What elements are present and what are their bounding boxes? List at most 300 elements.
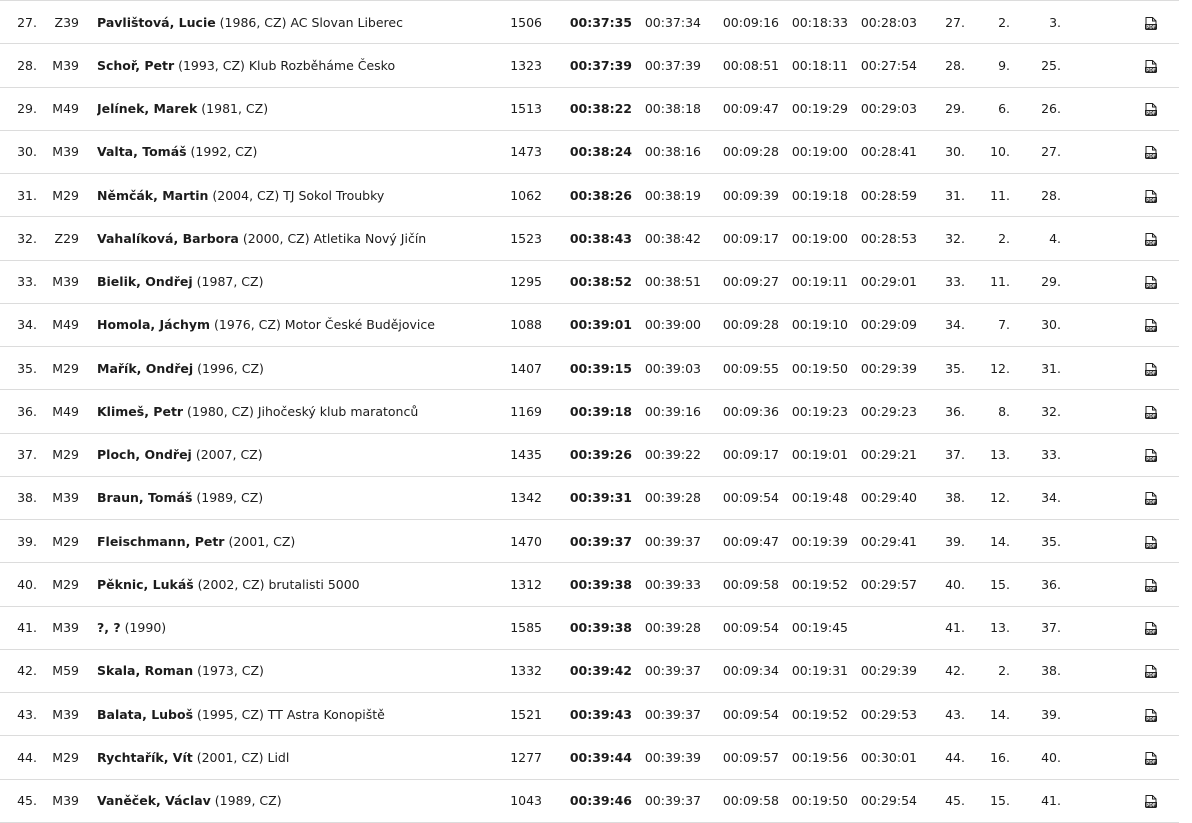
overall-position: 42. bbox=[17, 663, 37, 679]
rank-gender: 33. bbox=[1041, 447, 1061, 463]
pdf-icon-graphic bbox=[1145, 60, 1157, 73]
runner-name: Němčák, Martin bbox=[97, 187, 209, 203]
pdf-icon[interactable] bbox=[1145, 536, 1157, 549]
split-1: 00:09:58 bbox=[722, 793, 779, 809]
net-time: 00:37:39 bbox=[644, 57, 701, 73]
category: M59 bbox=[52, 663, 79, 679]
net-time: 00:39:16 bbox=[644, 403, 701, 419]
svg-text:PDF: PDF bbox=[1146, 760, 1156, 765]
rank-category: 6. bbox=[998, 101, 1010, 117]
rank-overall: 35. bbox=[945, 360, 965, 376]
result-row bbox=[0, 563, 1179, 606]
rank-overall: 28. bbox=[945, 57, 965, 73]
rank-overall: 32. bbox=[945, 230, 965, 246]
rank-category: 2. bbox=[998, 663, 1010, 679]
pdf-icon[interactable] bbox=[1145, 276, 1157, 289]
split-1: 00:09:16 bbox=[722, 14, 779, 30]
overall-position: 36. bbox=[17, 403, 37, 419]
net-time: 00:39:22 bbox=[644, 447, 701, 463]
net-time: 00:38:42 bbox=[644, 230, 701, 246]
split-1: 00:08:51 bbox=[722, 57, 779, 73]
runner-cell bbox=[97, 563, 485, 606]
net-time: 00:39:33 bbox=[644, 576, 701, 592]
bib-number: 1521 bbox=[510, 706, 542, 722]
runner-info: (1986, CZ) AC Slovan Liberec bbox=[215, 14, 403, 30]
rank-gender: 26. bbox=[1041, 101, 1061, 117]
result-row bbox=[0, 390, 1179, 433]
rank-category: 13. bbox=[990, 620, 1010, 636]
rank-category: 13. bbox=[990, 447, 1010, 463]
runner-info: (1995, CZ) TT Astra Konopiště bbox=[193, 706, 385, 722]
result-row bbox=[0, 130, 1179, 173]
overall-position: 27. bbox=[17, 14, 37, 30]
split-2: 00:19:48 bbox=[791, 490, 848, 506]
rank-category: 2. bbox=[998, 230, 1010, 246]
result-row bbox=[0, 260, 1179, 303]
runner-name: ?, ? bbox=[97, 620, 121, 636]
finish-time: 00:39:01 bbox=[569, 317, 632, 333]
runner-cell bbox=[97, 1, 485, 44]
result-row bbox=[0, 303, 1179, 346]
overall-position: 38. bbox=[17, 490, 37, 506]
pdf-cell bbox=[1061, 779, 1179, 822]
pdf-icon-graphic bbox=[1145, 449, 1157, 462]
runner-info: (1980, CZ) Jihočeský klub maratonců bbox=[183, 403, 419, 419]
category: M49 bbox=[52, 317, 79, 333]
rank-overall: 29. bbox=[945, 101, 965, 117]
result-row bbox=[0, 693, 1179, 736]
pdf-icon[interactable] bbox=[1145, 622, 1157, 635]
rank-category: 14. bbox=[990, 533, 1010, 549]
svg-text:PDF: PDF bbox=[1146, 543, 1156, 549]
net-time: 00:37:34 bbox=[644, 14, 701, 30]
runner-info: (1987, CZ) bbox=[192, 274, 264, 290]
overall-position: 35. bbox=[17, 360, 37, 376]
finish-time: 00:37:35 bbox=[569, 14, 632, 30]
runner-cell bbox=[97, 606, 485, 649]
svg-text:PDF: PDF bbox=[1146, 111, 1156, 117]
pdf-icon[interactable] bbox=[1145, 752, 1157, 765]
runner-info: (1981, CZ) bbox=[197, 101, 269, 117]
result-row bbox=[0, 44, 1179, 87]
category: Z39 bbox=[54, 14, 79, 30]
rank-category: 16. bbox=[990, 749, 1010, 765]
pdf-cell bbox=[1061, 736, 1179, 779]
category: M29 bbox=[52, 447, 79, 463]
rank-overall: 38. bbox=[945, 490, 965, 506]
pdf-icon-graphic bbox=[1145, 190, 1157, 203]
rank-overall: 43. bbox=[945, 706, 965, 722]
net-time: 00:38:51 bbox=[644, 274, 701, 290]
pdf-icon-graphic bbox=[1145, 795, 1157, 808]
finish-time: 00:39:37 bbox=[569, 533, 632, 549]
svg-text:PDF: PDF bbox=[1146, 457, 1156, 463]
pdf-icon[interactable] bbox=[1145, 492, 1157, 505]
overall-position: 41. bbox=[17, 620, 37, 636]
finish-time: 00:39:38 bbox=[569, 620, 632, 636]
result-row bbox=[0, 606, 1179, 649]
runner-name: Jelínek, Marek bbox=[97, 101, 198, 117]
pdf-icon[interactable] bbox=[1145, 449, 1157, 462]
rank-overall: 44. bbox=[945, 749, 965, 765]
finish-time: 00:39:18 bbox=[569, 403, 632, 419]
runner-name: Vahalíková, Barbora bbox=[97, 230, 239, 246]
split-2: 00:19:29 bbox=[791, 101, 848, 117]
bib-number: 1513 bbox=[510, 101, 542, 117]
result-row bbox=[0, 347, 1179, 390]
rank-category: 11. bbox=[990, 274, 1010, 290]
split-1: 00:09:57 bbox=[722, 749, 779, 765]
runner-name: Pavlištová, Lucie bbox=[97, 14, 216, 30]
runner-info: (2002, CZ) brutalisti 5000 bbox=[193, 576, 360, 592]
split-1: 00:09:54 bbox=[722, 490, 779, 506]
split-2: 00:19:45 bbox=[791, 620, 848, 636]
split-2: 00:19:50 bbox=[791, 793, 848, 809]
category: M39 bbox=[52, 620, 79, 636]
split-1: 00:09:28 bbox=[722, 317, 779, 333]
svg-text:PDF: PDF bbox=[1146, 24, 1156, 30]
category: M39 bbox=[52, 274, 79, 290]
bib-number: 1435 bbox=[510, 447, 542, 463]
rank-category: 15. bbox=[990, 576, 1010, 592]
pdf-icon[interactable] bbox=[1145, 17, 1157, 30]
finish-time: 00:39:44 bbox=[569, 749, 632, 765]
svg-text:PDF: PDF bbox=[1146, 241, 1156, 246]
runner-cell bbox=[97, 347, 485, 390]
split-1: 00:09:27 bbox=[722, 274, 779, 290]
runner-cell bbox=[97, 649, 485, 692]
svg-text:PDF: PDF bbox=[1146, 284, 1156, 290]
pdf-icon[interactable] bbox=[1145, 319, 1157, 332]
bib-number: 1407 bbox=[510, 360, 542, 376]
svg-text:PDF: PDF bbox=[1146, 716, 1156, 722]
split-1: 00:09:47 bbox=[722, 533, 779, 549]
svg-text:PDF: PDF bbox=[1146, 154, 1156, 160]
rank-gender: 3. bbox=[1049, 14, 1061, 30]
split-3: 00:29:41 bbox=[860, 533, 917, 549]
pdf-cell bbox=[1061, 303, 1179, 346]
category: M29 bbox=[52, 576, 79, 592]
net-time: 00:39:37 bbox=[644, 663, 701, 679]
runner-cell bbox=[97, 779, 485, 822]
runner-cell bbox=[97, 476, 485, 519]
pdf-icon-graphic bbox=[1145, 406, 1157, 419]
rank-gender: 39. bbox=[1041, 706, 1061, 722]
runner-info: (1989, CZ) bbox=[192, 490, 264, 506]
pdf-icon[interactable] bbox=[1145, 579, 1157, 592]
pdf-icon[interactable] bbox=[1145, 60, 1157, 73]
net-time: 00:38:19 bbox=[644, 187, 701, 203]
pdf-icon[interactable] bbox=[1145, 665, 1157, 678]
finish-time: 00:38:24 bbox=[569, 144, 632, 160]
bib-number: 1342 bbox=[510, 490, 542, 506]
runner-info: (1973, CZ) bbox=[193, 663, 264, 679]
rank-overall: 39. bbox=[945, 533, 965, 549]
split-3: 00:29:21 bbox=[860, 447, 917, 463]
category: M49 bbox=[52, 403, 79, 419]
rank-overall: 36. bbox=[945, 403, 965, 419]
rank-category: 15. bbox=[990, 793, 1010, 809]
runner-cell bbox=[97, 736, 485, 779]
category: M49 bbox=[52, 101, 79, 117]
svg-text:PDF: PDF bbox=[1146, 630, 1156, 636]
split-3: 00:27:54 bbox=[860, 57, 917, 73]
pdf-icon-graphic bbox=[1145, 17, 1157, 30]
overall-position: 43. bbox=[17, 706, 37, 722]
split-3: 00:28:59 bbox=[860, 187, 917, 203]
result-row bbox=[0, 433, 1179, 476]
svg-text:PDF: PDF bbox=[1146, 500, 1156, 506]
bib-number: 1295 bbox=[510, 274, 542, 290]
pdf-icon-graphic bbox=[1145, 103, 1157, 116]
split-3: 00:29:09 bbox=[860, 317, 917, 333]
rank-gender: 32. bbox=[1041, 403, 1061, 419]
split-1: 00:09:36 bbox=[722, 403, 779, 419]
rank-overall: 27. bbox=[945, 14, 965, 30]
pdf-icon[interactable] bbox=[1145, 190, 1157, 203]
pdf-icon-graphic bbox=[1145, 579, 1157, 592]
runner-info: (2001, CZ) Lidl bbox=[192, 749, 290, 765]
runner-info: (2004, CZ) TJ Sokol Troubky bbox=[208, 187, 385, 203]
bib-number: 1332 bbox=[510, 663, 542, 679]
result-row bbox=[0, 736, 1179, 779]
runner-cell bbox=[97, 260, 485, 303]
split-3: 00:29:01 bbox=[860, 274, 917, 290]
runner-info: (1993, CZ) Klub Rozběháme Česko bbox=[174, 57, 396, 73]
svg-text:PDF: PDF bbox=[1146, 414, 1156, 419]
finish-time: 00:39:15 bbox=[569, 360, 632, 376]
runner-info: (1996, CZ) bbox=[193, 360, 264, 376]
runner-name: Fleischmann, Petr bbox=[97, 533, 225, 549]
pdf-icon[interactable] bbox=[1145, 795, 1157, 808]
split-1: 00:09:39 bbox=[722, 187, 779, 203]
bib-number: 1523 bbox=[510, 230, 542, 246]
rank-overall: 40. bbox=[945, 576, 965, 592]
bib-number: 1277 bbox=[510, 749, 542, 765]
rank-gender: 4. bbox=[1049, 230, 1061, 246]
split-2: 00:18:11 bbox=[791, 57, 848, 73]
bib-number: 1585 bbox=[510, 620, 542, 636]
split-2: 00:19:18 bbox=[791, 187, 848, 203]
bib-number: 1062 bbox=[510, 187, 542, 203]
bib-number: 1506 bbox=[510, 14, 542, 30]
pdf-icon[interactable] bbox=[1145, 233, 1157, 246]
rank-category: 12. bbox=[990, 490, 1010, 506]
runner-info: (2007, CZ) bbox=[191, 447, 263, 463]
rank-category: 11. bbox=[990, 187, 1010, 203]
pdf-cell bbox=[1061, 520, 1179, 563]
pdf-cell bbox=[1061, 563, 1179, 606]
runner-name: Skala, Roman bbox=[97, 663, 194, 679]
overall-position: 28. bbox=[17, 57, 37, 73]
split-3: 00:29:03 bbox=[860, 101, 917, 117]
runner-name: Bielik, Ondřej bbox=[97, 274, 193, 290]
rank-category: 14. bbox=[990, 706, 1010, 722]
overall-position: 33. bbox=[17, 274, 37, 290]
split-3: 00:29:39 bbox=[860, 663, 917, 679]
runner-name: Pěknic, Lukáš bbox=[97, 576, 194, 592]
runner-name: Schoř, Petr bbox=[97, 57, 175, 73]
rank-gender: 41. bbox=[1041, 793, 1061, 809]
pdf-cell bbox=[1061, 649, 1179, 692]
overall-position: 40. bbox=[17, 576, 37, 592]
split-2: 00:19:56 bbox=[791, 749, 848, 765]
pdf-icon[interactable] bbox=[1145, 709, 1157, 722]
split-3: 00:28:41 bbox=[860, 144, 917, 160]
result-row bbox=[0, 87, 1179, 130]
rank-category: 9. bbox=[998, 57, 1010, 73]
net-time: 00:39:28 bbox=[644, 620, 701, 636]
pdf-icon[interactable] bbox=[1145, 406, 1157, 419]
runner-cell bbox=[97, 87, 485, 130]
split-2: 00:19:52 bbox=[791, 706, 848, 722]
net-time: 00:38:18 bbox=[644, 101, 701, 117]
runner-info: (1989, CZ) bbox=[210, 793, 282, 809]
split-3: 00:29:54 bbox=[860, 793, 917, 809]
overall-position: 30. bbox=[17, 144, 37, 160]
finish-time: 00:38:22 bbox=[569, 101, 632, 117]
bib-number: 1473 bbox=[510, 144, 542, 160]
rank-gender: 37. bbox=[1041, 620, 1061, 636]
pdf-icon-graphic bbox=[1145, 536, 1157, 549]
net-time: 00:39:03 bbox=[644, 360, 701, 376]
pdf-icon-graphic bbox=[1145, 146, 1157, 159]
svg-text:PDF: PDF bbox=[1146, 327, 1156, 333]
finish-time: 00:39:42 bbox=[569, 663, 632, 679]
runner-name: Homola, Jáchym bbox=[97, 317, 211, 333]
runner-info: (1976, CZ) Motor České Budějovice bbox=[210, 317, 435, 333]
split-3: 00:29:39 bbox=[860, 360, 917, 376]
result-row bbox=[0, 174, 1179, 217]
pdf-cell bbox=[1061, 433, 1179, 476]
rank-gender: 36. bbox=[1041, 576, 1061, 592]
overall-position: 45. bbox=[17, 793, 37, 809]
runner-name: Klimeš, Petr bbox=[97, 403, 184, 419]
rank-category: 12. bbox=[990, 360, 1010, 376]
rank-gender: 28. bbox=[1041, 187, 1061, 203]
runner-cell bbox=[97, 693, 485, 736]
runner-cell bbox=[97, 433, 485, 476]
split-3: 00:28:53 bbox=[860, 230, 917, 246]
split-3: 00:30:01 bbox=[860, 749, 917, 765]
finish-time: 00:38:43 bbox=[569, 230, 632, 246]
pdf-cell bbox=[1061, 44, 1179, 87]
pdf-cell bbox=[1061, 476, 1179, 519]
rank-category: 10. bbox=[990, 144, 1010, 160]
rank-overall: 34. bbox=[945, 317, 965, 333]
runner-name: Rychtařík, Vít bbox=[97, 749, 193, 765]
pdf-cell bbox=[1061, 130, 1179, 173]
result-row bbox=[0, 476, 1179, 519]
rank-gender: 29. bbox=[1041, 274, 1061, 290]
finish-time: 00:39:43 bbox=[569, 706, 632, 722]
category: Z29 bbox=[54, 230, 79, 246]
split-1: 00:09:55 bbox=[722, 360, 779, 376]
rank-overall: 30. bbox=[945, 144, 965, 160]
pdf-icon[interactable] bbox=[1145, 146, 1157, 159]
result-row bbox=[0, 649, 1179, 692]
result-row bbox=[0, 217, 1179, 260]
net-time: 00:39:00 bbox=[644, 317, 701, 333]
pdf-icon-graphic bbox=[1145, 276, 1157, 289]
bib-number: 1470 bbox=[510, 533, 542, 549]
bib-number: 1169 bbox=[510, 403, 542, 419]
pdf-icon[interactable] bbox=[1145, 363, 1157, 376]
split-3: 00:29:23 bbox=[860, 403, 917, 419]
rank-overall: 37. bbox=[945, 447, 965, 463]
split-3: 00:28:03 bbox=[860, 14, 917, 30]
svg-text:PDF: PDF bbox=[1146, 673, 1156, 679]
runner-cell bbox=[97, 520, 485, 563]
net-time: 00:39:37 bbox=[644, 793, 701, 809]
net-time: 00:39:39 bbox=[644, 749, 701, 765]
pdf-icon-graphic bbox=[1145, 319, 1157, 332]
split-1: 00:09:17 bbox=[722, 447, 779, 463]
rank-gender: 38. bbox=[1041, 663, 1061, 679]
pdf-icon-graphic bbox=[1145, 492, 1157, 505]
category: M39 bbox=[52, 57, 79, 73]
bib-number: 1323 bbox=[510, 57, 542, 73]
svg-text:PDF: PDF bbox=[1146, 68, 1156, 73]
svg-text:PDF: PDF bbox=[1146, 587, 1156, 592]
svg-text:PDF: PDF bbox=[1146, 803, 1156, 809]
pdf-cell bbox=[1061, 174, 1179, 217]
category: M39 bbox=[52, 706, 79, 722]
overall-position: 34. bbox=[17, 317, 37, 333]
rank-gender: 25. bbox=[1041, 57, 1061, 73]
rank-overall: 41. bbox=[945, 620, 965, 636]
rank-gender: 30. bbox=[1041, 317, 1061, 333]
category: M29 bbox=[52, 360, 79, 376]
net-time: 00:39:37 bbox=[644, 533, 701, 549]
pdf-icon-graphic bbox=[1145, 622, 1157, 635]
runner-cell bbox=[97, 390, 485, 433]
split-2: 00:19:11 bbox=[791, 274, 848, 290]
split-3 bbox=[848, 606, 917, 649]
category: M39 bbox=[52, 490, 79, 506]
split-2: 00:19:50 bbox=[791, 360, 848, 376]
rank-gender: 34. bbox=[1041, 490, 1061, 506]
split-2: 00:19:52 bbox=[791, 576, 848, 592]
finish-time: 00:39:26 bbox=[569, 447, 632, 463]
split-2: 00:18:33 bbox=[791, 14, 848, 30]
runner-name: Mařík, Ondřej bbox=[97, 360, 194, 376]
runner-name: Valta, Tomáš bbox=[97, 144, 187, 160]
category: M29 bbox=[52, 749, 79, 765]
overall-position: 32. bbox=[17, 230, 37, 246]
split-2: 00:19:23 bbox=[791, 403, 848, 419]
runner-cell bbox=[97, 130, 485, 173]
runner-cell bbox=[97, 303, 485, 346]
pdf-icon-graphic bbox=[1145, 709, 1157, 722]
runner-info: (1990) bbox=[120, 620, 167, 636]
split-1: 00:09:54 bbox=[722, 620, 779, 636]
runner-info: (2001, CZ) bbox=[224, 533, 296, 549]
pdf-cell bbox=[1061, 260, 1179, 303]
overall-position: 29. bbox=[17, 101, 37, 117]
overall-position: 39. bbox=[17, 533, 37, 549]
overall-position: 37. bbox=[17, 447, 37, 463]
net-time: 00:39:37 bbox=[644, 706, 701, 722]
category: M29 bbox=[52, 187, 79, 203]
pdf-cell bbox=[1061, 87, 1179, 130]
split-2: 00:19:00 bbox=[791, 144, 848, 160]
pdf-icon[interactable] bbox=[1145, 103, 1157, 116]
pdf-icon-graphic bbox=[1145, 233, 1157, 246]
runner-name: Balata, Luboš bbox=[97, 706, 194, 722]
overall-position: 44. bbox=[17, 749, 37, 765]
rank-gender: 35. bbox=[1041, 533, 1061, 549]
